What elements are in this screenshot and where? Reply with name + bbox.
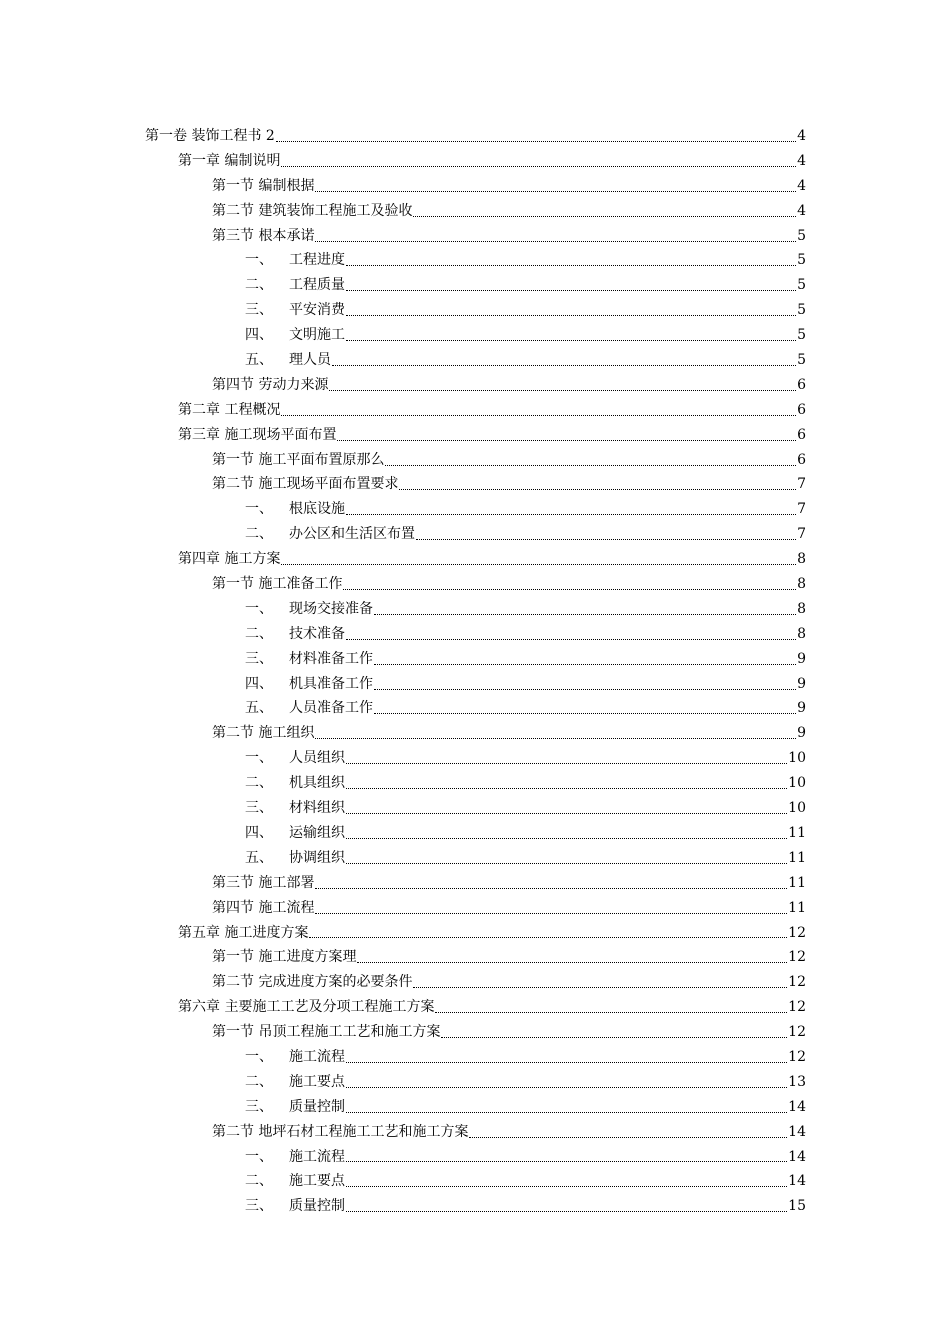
table-of-contents (0, 124, 950, 1219)
toc-entry-page-number: 15 (788, 1198, 806, 1215)
dot-leader (315, 241, 796, 242)
toc-entry-page-number: 6 (797, 426, 806, 443)
toc-entry[interactable] (178, 921, 806, 946)
toc-entry[interactable] (245, 1095, 806, 1120)
toc-entry-page-number: 10 (788, 800, 806, 817)
dot-leader (441, 1037, 787, 1038)
toc-entry-title: 协调组织 (289, 849, 345, 866)
toc-entry-page-number: 12 (788, 974, 806, 991)
toc-entry[interactable] (245, 1070, 806, 1095)
dot-leader (281, 564, 796, 565)
dot-leader (346, 1062, 787, 1063)
toc-entry[interactable] (212, 945, 806, 970)
toc-entry-title: 第一节 施工进度方案理 (212, 949, 357, 966)
toc-entry-page-number: 7 (797, 526, 806, 543)
toc-entry[interactable] (245, 647, 806, 672)
dot-leader (346, 514, 796, 515)
toc-entry-number: 一、 (245, 1148, 273, 1165)
toc-entry-page-number: 5 (797, 327, 806, 344)
dot-leader (346, 1211, 787, 1212)
dot-leader (315, 888, 787, 889)
toc-entry-number: 五、 (245, 352, 273, 369)
toc-entry[interactable] (245, 846, 806, 871)
toc-entry-title: 第一节 吊顶工程施工工艺和施工方案 (212, 1024, 441, 1041)
toc-entry-title: 运输组织 (289, 824, 345, 841)
toc-entry-title: 办公区和生活区布置 (289, 526, 415, 543)
toc-entry-title: 人员组织 (289, 750, 345, 767)
toc-entry-title: 第一卷 装饰工程书 2 (145, 128, 275, 144)
dot-leader (315, 191, 796, 192)
dot-leader (309, 937, 787, 938)
dot-leader (276, 141, 796, 142)
toc-entry-title: 根底设施 (289, 501, 345, 518)
toc-entry-number: 一、 (245, 1048, 273, 1065)
toc-entry-title: 第六章 主要施工工艺及分项工程施工方案 (178, 999, 435, 1016)
toc-entry-number: 四、 (245, 327, 273, 344)
toc-entry-title: 第一章 编制说明 (178, 152, 281, 169)
toc-entry-page-number: 12 (788, 949, 806, 966)
toc-entry-title: 现场交接准备 (289, 600, 373, 617)
dot-leader (346, 813, 787, 814)
dot-leader (346, 763, 787, 764)
toc-entry-page-number: 11 (788, 824, 806, 841)
toc-entry-page-number: 14 (788, 1098, 806, 1115)
toc-entry-title: 人员准备工作 (289, 700, 373, 717)
toc-entry-number: 三、 (245, 1198, 273, 1215)
dot-leader (357, 962, 787, 963)
toc-entry-number: 四、 (245, 824, 273, 841)
toc-entry[interactable] (245, 696, 806, 721)
dot-leader (435, 1012, 787, 1013)
toc-entry-page-number: 5 (797, 252, 806, 269)
toc-entry-number: 一、 (245, 501, 273, 518)
toc-entry-title: 工程质量 (289, 277, 345, 294)
toc-entry-title: 第三节 根本承诺 (212, 227, 315, 244)
toc-entry[interactable] (245, 672, 806, 697)
toc-entry[interactable] (145, 124, 806, 149)
dot-leader (469, 1137, 787, 1138)
toc-entry-title: 第四节 劳动力来源 (212, 376, 329, 393)
toc-entry-title: 第二节 施工现场平面布置要求 (212, 476, 399, 493)
toc-entry-page-number: 8 (797, 576, 806, 593)
dot-leader (346, 1087, 787, 1088)
toc-entry[interactable] (212, 448, 806, 473)
toc-entry-title: 质量控制 (289, 1098, 345, 1115)
toc-entry-page-number: 11 (788, 849, 806, 866)
toc-entry-title: 第三章 施工现场平面布置 (178, 426, 337, 443)
toc-entry-number: 三、 (245, 800, 273, 817)
toc-entry-page-number: 12 (788, 924, 806, 941)
toc-entry[interactable] (245, 1145, 806, 1170)
toc-entry-title: 施工流程 (289, 1048, 345, 1065)
toc-entry[interactable] (178, 423, 806, 448)
toc-entry[interactable] (212, 970, 806, 995)
dot-leader (374, 689, 796, 690)
toc-entry-title: 质量控制 (289, 1198, 345, 1215)
toc-entry-number: 三、 (245, 1098, 273, 1115)
toc-entry-title: 第一节 施工准备工作 (212, 576, 343, 593)
toc-entry[interactable] (212, 199, 806, 224)
toc-entry-number: 二、 (245, 625, 273, 642)
dot-leader (413, 216, 796, 217)
dot-leader (374, 614, 796, 615)
toc-entry-title: 第四节 施工流程 (212, 899, 315, 916)
toc-entry[interactable] (245, 821, 806, 846)
toc-entry-page-number: 9 (797, 675, 806, 692)
dot-leader (413, 987, 787, 988)
dot-leader (343, 589, 796, 590)
toc-entry-page-number: 4 (797, 177, 806, 194)
toc-entry-number: 二、 (245, 1073, 273, 1090)
toc-entry-title: 第三节 施工部署 (212, 874, 315, 891)
toc-entry[interactable] (178, 149, 806, 174)
toc-entry-number: 四、 (245, 675, 273, 692)
dot-leader (346, 340, 796, 341)
toc-entry-page-number: 5 (797, 302, 806, 319)
toc-entry-title: 材料准备工作 (289, 650, 373, 667)
toc-entry-title: 工程进度 (289, 252, 345, 269)
toc-entry-page-number: 6 (797, 401, 806, 418)
toc-entry-page-number: 4 (797, 128, 806, 144)
toc-entry-page-number: 12 (788, 1024, 806, 1041)
toc-entry-title: 第四章 施工方案 (178, 551, 281, 568)
dot-leader (346, 863, 787, 864)
dot-leader (346, 1112, 787, 1113)
toc-entry-page-number: 11 (788, 899, 806, 916)
toc-entry-title: 机具准备工作 (289, 675, 373, 692)
toc-entry-page-number: 7 (797, 476, 806, 493)
toc-entry-number: 二、 (245, 526, 273, 543)
toc-entry[interactable] (245, 1045, 806, 1070)
toc-entry-number: 二、 (245, 1173, 273, 1190)
toc-entry[interactable] (245, 796, 806, 821)
toc-entry-title: 第二节 建筑装饰工程施工及验收 (212, 202, 413, 219)
toc-entry-title: 材料组织 (289, 800, 345, 817)
toc-entry-page-number: 10 (788, 750, 806, 767)
toc-entry[interactable] (245, 1194, 806, 1219)
toc-entry[interactable] (212, 472, 806, 497)
toc-entry[interactable] (178, 995, 806, 1020)
toc-entry[interactable] (212, 174, 806, 199)
dot-leader (346, 290, 796, 291)
toc-entry[interactable] (245, 597, 806, 622)
toc-entry[interactable] (212, 224, 806, 249)
toc-entry-number: 五、 (245, 849, 273, 866)
toc-entry-page-number: 9 (797, 725, 806, 742)
dot-leader (315, 738, 796, 739)
toc-entry[interactable] (212, 1120, 806, 1145)
toc-entry-page-number: 5 (797, 227, 806, 244)
dot-leader (385, 465, 796, 466)
toc-entry[interactable] (212, 1020, 806, 1045)
toc-entry-page-number: 14 (788, 1123, 806, 1140)
dot-leader (281, 415, 796, 416)
toc-entry-page-number: 4 (797, 152, 806, 169)
toc-entry-number: 二、 (245, 277, 273, 294)
toc-entry[interactable] (245, 497, 806, 522)
toc-entry-page-number: 5 (797, 277, 806, 294)
dot-leader (346, 265, 796, 266)
dot-leader (346, 315, 796, 316)
toc-entry-title: 第五章 施工进度方案 (178, 924, 309, 941)
toc-entry-title: 第二章 工程概况 (178, 401, 281, 418)
toc-entry[interactable] (212, 373, 806, 398)
toc-entry-number: 一、 (245, 600, 273, 617)
toc-entry-title: 施工要点 (289, 1073, 345, 1090)
toc-entry-page-number: 9 (797, 650, 806, 667)
toc-entry-page-number: 11 (788, 874, 806, 891)
toc-entry[interactable] (212, 871, 806, 896)
toc-entry-page-number: 12 (788, 999, 806, 1016)
toc-entry-title: 平安消费 (289, 302, 345, 319)
toc-entry-title: 第二节 完成进度方案的必要条件 (212, 974, 413, 991)
toc-entry-page-number: 7 (797, 501, 806, 518)
dot-leader (346, 1161, 787, 1162)
dot-leader (346, 788, 787, 789)
toc-entry-page-number: 4 (797, 202, 806, 219)
toc-entry-page-number: 10 (788, 775, 806, 792)
toc-entry-title: 文明施工 (289, 327, 345, 344)
dot-leader (281, 166, 796, 167)
dot-leader (374, 664, 796, 665)
toc-entry-number: 二、 (245, 775, 273, 792)
toc-entry-number: 五、 (245, 700, 273, 717)
dot-leader (374, 713, 796, 714)
dot-leader (346, 838, 787, 839)
toc-entry-page-number: 8 (797, 625, 806, 642)
toc-entry-title: 第二节 地坪石材工程施工工艺和施工方案 (212, 1123, 469, 1140)
toc-entry-title: 技术准备 (289, 625, 345, 642)
toc-entry-number: 三、 (245, 302, 273, 319)
toc-entry[interactable] (245, 1169, 806, 1194)
toc-entry[interactable] (245, 348, 806, 373)
dot-leader (346, 1186, 787, 1187)
toc-entry-title: 理人员 (289, 352, 331, 369)
dot-leader (315, 913, 787, 914)
toc-entry[interactable] (245, 323, 806, 348)
toc-entry-number: 一、 (245, 252, 273, 269)
toc-entry-page-number: 8 (797, 551, 806, 568)
toc-entry[interactable] (245, 273, 806, 298)
toc-entry-page-number: 6 (797, 451, 806, 468)
toc-entry-title: 第一节 施工平面布置原那么 (212, 451, 385, 468)
toc-entry-page-number: 6 (797, 376, 806, 393)
toc-entry[interactable] (212, 896, 806, 921)
dot-leader (329, 390, 796, 391)
toc-entry-page-number: 5 (797, 352, 806, 369)
dot-leader (337, 440, 796, 441)
toc-entry-page-number: 13 (788, 1073, 806, 1090)
dot-leader (416, 539, 796, 540)
dot-leader (346, 639, 796, 640)
toc-entry-page-number: 14 (788, 1148, 806, 1165)
toc-entry-title: 机具组织 (289, 775, 345, 792)
toc-entry-title: 第一节 编制根据 (212, 177, 315, 194)
toc-entry[interactable] (245, 771, 806, 796)
toc-entry-number: 三、 (245, 650, 273, 667)
toc-entry[interactable] (178, 547, 806, 572)
toc-entry[interactable] (245, 522, 806, 547)
toc-entry-number: 一、 (245, 750, 273, 767)
toc-entry-title: 第二节 施工组织 (212, 725, 315, 742)
toc-entry-title: 施工流程 (289, 1148, 345, 1165)
toc-entry[interactable] (212, 572, 806, 597)
toc-entry[interactable] (245, 298, 806, 323)
toc-entry[interactable] (245, 622, 806, 647)
toc-entry[interactable] (245, 248, 806, 273)
toc-entry[interactable] (178, 398, 806, 423)
toc-entry-page-number: 9 (797, 700, 806, 717)
dot-leader (332, 365, 796, 366)
toc-entry-title: 施工要点 (289, 1173, 345, 1190)
toc-entry-page-number: 14 (788, 1173, 806, 1190)
toc-entry[interactable] (212, 721, 806, 746)
dot-leader (399, 489, 796, 490)
toc-entry-page-number: 8 (797, 600, 806, 617)
toc-entry[interactable] (245, 746, 806, 771)
toc-entry-page-number: 12 (788, 1048, 806, 1065)
